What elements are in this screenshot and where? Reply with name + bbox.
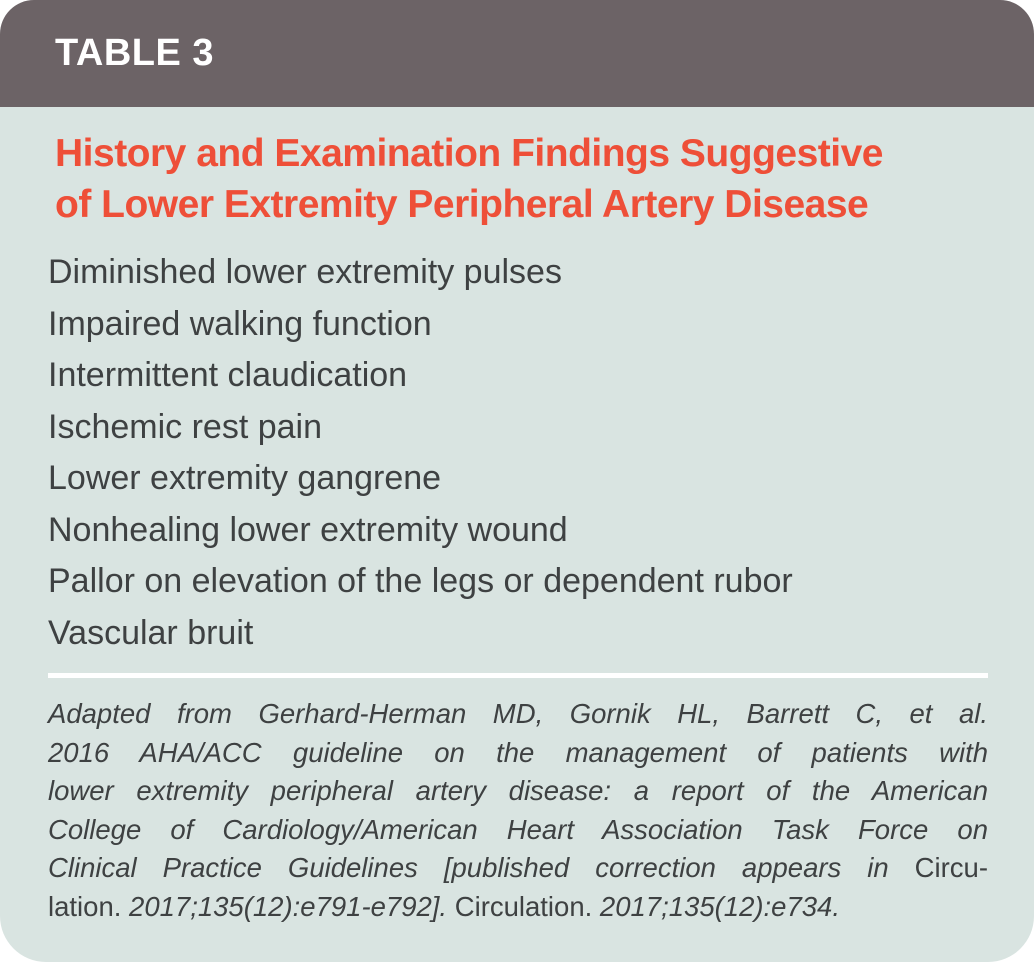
finding-item: Ischemic rest pain — [48, 407, 322, 446]
finding-item: Pallor on elevation of the legs or dependent rubor — [48, 562, 793, 600]
citation-segment: Clinical Practice Guidelines [published correction appears in — [48, 852, 915, 884]
finding-item: Intermittent claudication — [48, 356, 408, 394]
table-title-line-2: of Lower Extremity Peripheral Artery Disease — [55, 183, 869, 226]
finding-item: Impaired walking function — [48, 304, 432, 343]
table-label: TABLE 3 — [55, 32, 215, 74]
citation-segment: 2017;135(12):e791-e792]. — [129, 890, 455, 922]
citation-line — [48, 811, 988, 850]
citation-line — [48, 888, 988, 927]
finding-item: Lower extremity gangrene — [48, 459, 442, 497]
citation-line — [48, 772, 988, 811]
citation-segment: Adapted from Gerhard-Herman MD, Gornik HL, Barrett C, et al. — [48, 698, 988, 729]
finding-item: Nonhealing lower extremity wound — [48, 510, 568, 549]
table-header — [0, 0, 1034, 107]
citation-line — [48, 695, 988, 734]
finding-item: Vascular bruit — [48, 613, 254, 652]
citation-segment: Circulation. — [454, 890, 600, 922]
citation-segment: lation. — [48, 890, 130, 922]
table-title — [55, 128, 988, 230]
citation-segment: lower extremity peripheral artery disease: a report of the American — [48, 775, 988, 807]
citation-segment: 2017;135(12):e734. — [599, 890, 840, 922]
findings-list — [48, 247, 988, 659]
table-title-line-1: History and Examination Findings Suggestive — [55, 132, 883, 175]
table-body — [0, 107, 1034, 962]
citation-line — [48, 734, 988, 773]
citation-segment: 2016 AHA/ACC guideline on the management of patients with — [48, 736, 988, 768]
citation — [48, 695, 988, 927]
citation-line — [48, 849, 988, 888]
citation-segment: Circu- — [914, 852, 988, 884]
finding-item: Diminished lower extremity pulses — [48, 253, 562, 291]
divider-line — [48, 673, 988, 678]
citation-segment: College of Cardiology/American Heart Association Task Force on — [48, 813, 988, 845]
